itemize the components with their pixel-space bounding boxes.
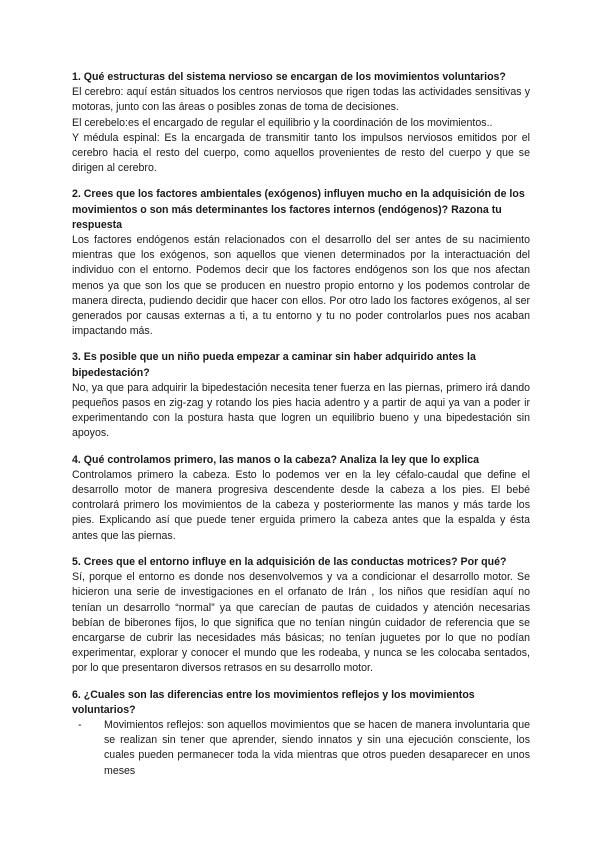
question-heading: 2. Crees que los factores ambientales (exógenos) influyen mucho en la adquisición de los movimientos o son más determinantes los factores internos (endógenos)? Razona tu respuesta <box>72 188 525 231</box>
question-heading: 1. Qué estructuras del sistema nervioso se encargan de los movimientos voluntarios? <box>72 71 506 83</box>
question-heading: 4. Qué controlamos primero, las manos o la cabeza? Analiza la ley que lo explica <box>72 453 480 466</box>
document-page <box>72 70 530 790</box>
answer-paragraph: Y médula espinal: Es la encargada de transmitir tanto los impulsos nerviosos emitidos por el cerebro hacia el resto del cuerpo, como aquellos provenientes de resto del cuerpo y que se dirigen al cerebro. <box>72 131 530 175</box>
question-block-4 <box>72 453 530 544</box>
question-block-5 <box>72 555 530 677</box>
question-block-3 <box>72 350 530 441</box>
answer-paragraph: Controlamos primero la cabeza. Esto lo podemos ver en la ley céfalo-caudal que define el desarrollo motor de manera progresiva descendente desde la cabeza a los pies. El bebé controlará primero los movimientos de la cabeza y posteriormente las manos y más tarde los pies. Explicando así que puede tener erguida primero la cabeza antes que la espalda y ésta antes que las piernas. <box>72 468 530 542</box>
bullet-marker: - <box>78 718 82 731</box>
bullet-item <box>72 718 530 779</box>
question-heading: 5. Crees que el entorno influye en la adquisición de las conductas motrices? Por qué? <box>72 555 507 568</box>
question-heading: 3. Es posible que un niño pueda empezar a caminar sin haber adquirido antes la bipedestación? <box>72 351 476 379</box>
answer-paragraph: No, ya que para adquirir la bipedestación necesita tener fuerza en las piernas, primero irá dando pequeños pasos en zig-zag y rotando los pies hacia adentro y a partir de aqui ya van a poder ir experimentando con la postura hasta que logren un equilibrio bueno y una bipedestación sin apoyos. <box>72 381 530 440</box>
question-heading: 6. ¿Cuales son las diferencias entre los movimientos reflejos y los movimientos voluntarios? <box>72 688 475 716</box>
question-block-2 <box>72 187 530 339</box>
question-block-6 <box>72 688 530 779</box>
answer-paragraph: El cerebelo:es el encargado de regular el equilibrio y la coordinación de los movimientos.. <box>72 116 493 129</box>
question-block-1 <box>72 70 530 176</box>
answer-paragraph: Sí, porque el entorno es donde nos desenvolvemos y va a condicionar el desarrollo motor. Se hicieron una serie de investigaciones en el orfanato de Irán , los niños que residían aquí no tenían un desarrollo “normal” ya que carecían de pautas de cuidados y atención necesarias bebían de biberones fijos, lo que significa que no tenían ningún cuidador de referencia que se encargarse de cubrir las necesidades más básicas; no tenían juguetes por lo que no podían experimentar, explorar y conocer el mundo que les rodeaba, y nunca se les colocaba sentados, por lo que presentaron diversos retrasos en su desarrollo motor. <box>72 571 530 675</box>
answer-paragraph: Los factores endógenos están relacionados con el desarrollo del ser antes de su nacimiento mientras que los exógenos, son aquellos que vienen determinados por la interactuación del individuo con el entorno. Podemos decir que los factores endógenos son los que nos afectan menos ya que son los que se producen en nuestro propio entorno y los podemos controlar de manera directa, pudiendo decidir que hacer con ellos. Por otro lado los factores exógenos, al ser generados por causas externas a ti, a tu entorno y tu no poder controlarlos pues nos acaban impactando más. <box>72 234 530 338</box>
bullet-text: Movimientos reflejos: son aquellos movimientos que se hacen de manera involuntaria que se realizan sin tener que aprender, siendo innatos y sin una ejecución consciente, los cuales pueden permanecer toda la vida mientras que otros pueden desaparecer en unos meses <box>104 718 530 777</box>
answer-paragraph: El cerebro: aquí están situados los centros nerviosos que rigen todas las actividades sensitivas y motoras, junto con las áreas o posibles zonas de toma de decisiones. <box>72 86 530 114</box>
